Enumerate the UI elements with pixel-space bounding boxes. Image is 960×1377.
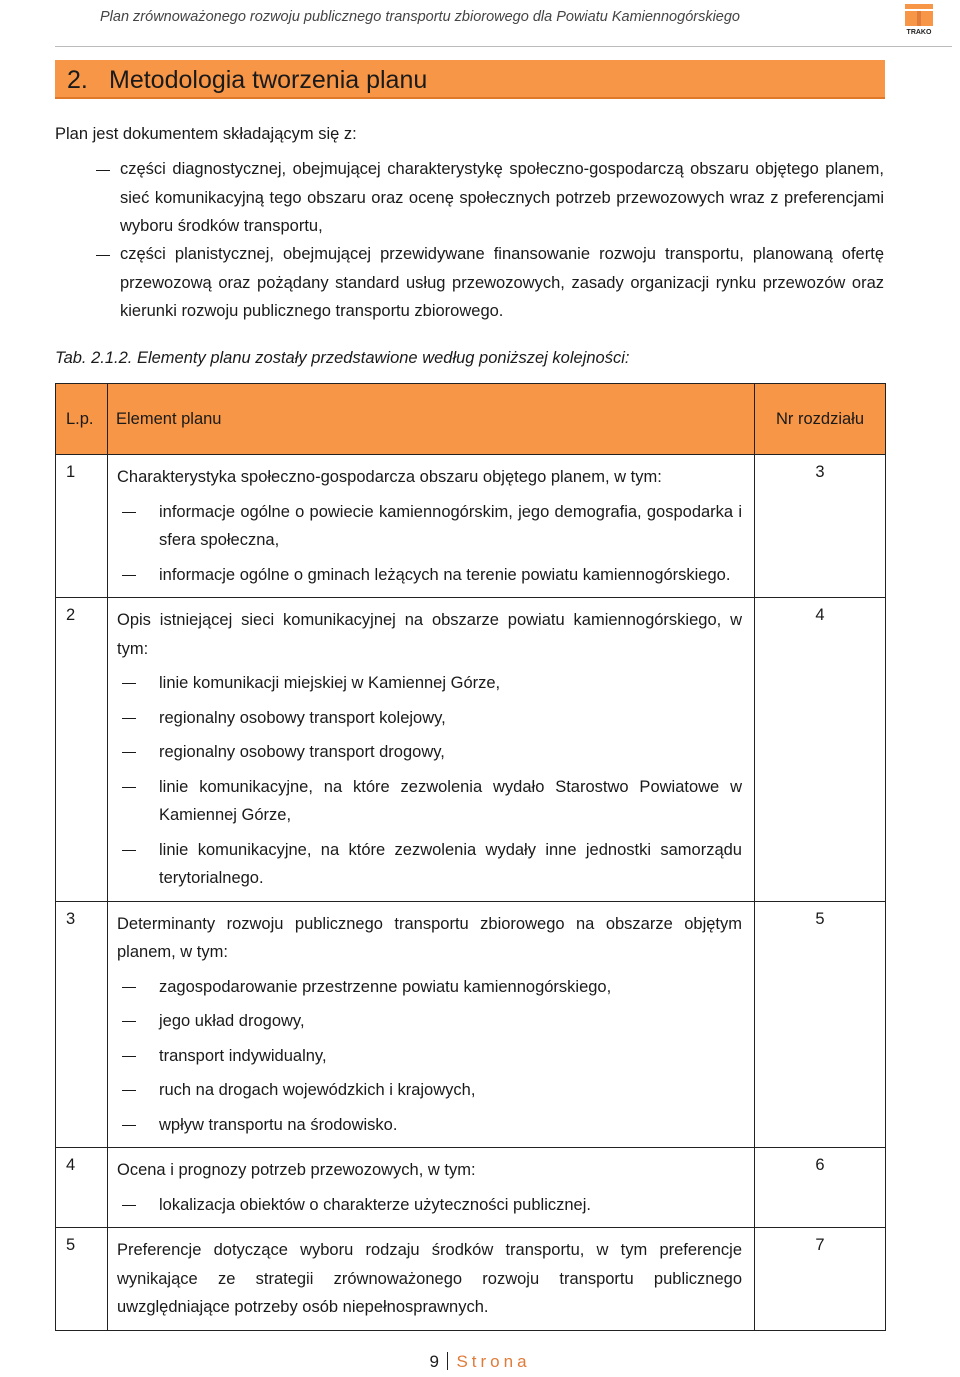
row-number: 5 [56,1228,108,1331]
list-bullet [122,512,136,513]
sub-item-text: informacje ogólne o gminach leżących na terenie powiatu kamiennogórskiego. [159,565,731,584]
list-bullet [122,752,136,753]
list-bullet [122,575,136,576]
header-nr [755,384,886,455]
row-number: 4 [56,1148,108,1228]
sub-list-item [117,836,742,893]
sub-item-text: regionalny osobowy transport kolejowy, [159,708,446,727]
intro-text: Plan jest dokumentem składającym się z: [55,125,357,143]
row-chapter-nr: 3 [755,455,886,598]
row-text: Opis istniejącej sieci komunikacyjnej na obszarze powiatu kamiennogórskiego, w tym: [117,611,742,658]
sub-list-item [117,704,742,733]
row-content [108,1228,755,1331]
intro-list-item: części planistycznej, obejmującej przewidywane finansowanie rozwoju transportu, planowaną ofertę przewozową oraz pożądany standard usług przewozowych, zasady organizacji rynku przewozów oraz kierunki rozwoju publicznego transportu zbiorowego. [120,245,884,320]
sub-list-item [117,561,742,590]
sub-item-text: lokalizacja obiektów o charakterze użyteczności publicznej. [159,1195,591,1214]
page-number: 9 [429,1352,439,1371]
row-content [108,598,755,902]
row-text: Charakterystyka społeczno-gospodarcza obszaru objętego planem, w tym: [117,468,662,486]
row-number: 3 [56,901,108,1148]
sub-list-item [117,1191,742,1220]
chapter-number: 2. [67,66,88,94]
footer-separator [447,1352,449,1370]
header-element: Element planu [108,384,755,455]
list-bullet [122,1056,136,1057]
sub-list-item [117,669,742,698]
sub-item-text: regionalny osobowy transport drogowy, [159,743,445,761]
row-text: Preferencje dotyczące wyboru rodzaju środków transportu, w tym preferencje wynikające ze strategii zrównoważonego rozwoju transportu publicznego uwzględniające potrzeby osób niepełnosprawnych. [117,1241,742,1316]
row-chapter-nr: 6 [755,1148,886,1228]
page-label: Strona [456,1352,531,1371]
sub-list-item [117,1007,742,1036]
table-caption: Tab. 2.1.2. Elementy planu zostały przedstawione według poniższej kolejności: [55,349,630,367]
table-row [56,901,886,1148]
sub-item-text: informacje ogólne o powiecie kamiennogórskim, jego demografia, gospodarka i sfera społeczna, [159,502,742,549]
table-row [56,598,886,902]
sub-list-item [117,773,742,830]
sub-list-item [117,738,742,767]
page-header [0,0,960,46]
sub-item-text: linie komunikacyjne, na które zezwolenia wydało Starostwo Powiatowe w Kamiennej Górze, [159,777,742,824]
row-number: 1 [56,455,108,598]
header-title: Plan zrównoważonego rozwoju publicznego transportu zbiorowego dla Powiatu Kamiennogórskiego [100,9,740,25]
row-number: 2 [56,598,108,902]
page-footer [0,1352,960,1372]
sub-list-item [117,1076,742,1105]
trako-logo-icon [899,2,939,42]
row-chapter-nr: 5 [755,901,886,1148]
header-divider [55,46,952,47]
sub-item-text: transport indywidualny, [159,1046,327,1065]
sub-item-text: zagospodarowanie przestrzenne powiatu kamiennogórskiego, [159,977,612,996]
list-bullet [96,170,110,171]
chapter-heading [55,60,885,99]
sub-item-text: ruch na drogach wojewódzkich i krajowych, [159,1081,476,1099]
table-row [56,1228,886,1331]
chapter-title: Metodologia tworzenia planu [109,66,428,94]
list-bullet [122,787,136,788]
header-lp: L.p. [56,384,108,455]
sub-item-text: jego układ drogowy, [159,1012,305,1030]
table-header-row [56,384,886,455]
list-bullet [122,683,136,684]
row-chapter-nr: 7 [755,1228,886,1331]
list-bullet [122,1205,136,1206]
row-text: Ocena i prognozy potrzeb przewozowych, w tym: [117,1161,476,1179]
list-bullet [96,255,110,256]
logo-text: TRAKO [906,29,932,36]
sub-item-text: linie komunikacyjne, na które zezwolenia wydały inne jednostki samorządu terytorialnego. [159,840,742,887]
sub-list-item [117,498,742,555]
table-row [56,455,886,598]
sub-item-text: linie komunikacji miejskiej w Kamiennej Górze, [159,674,501,692]
row-content [108,901,755,1148]
list-bullet [122,987,136,988]
row-chapter-nr: 4 [755,598,886,902]
sub-item-text: wpływ transportu na środowisko. [159,1115,398,1134]
list-bullet [122,1021,136,1022]
list-bullet [122,850,136,851]
row-content [108,455,755,598]
row-text: Determinanty rozwoju publicznego transportu zbiorowego na obszarze objętym planem, w tym: [117,914,742,961]
sub-list-item [117,973,742,1002]
plan-elements-table [55,383,886,1331]
list-bullet [122,1090,136,1091]
row-content [108,1148,755,1228]
sub-list-item [117,1042,742,1071]
table-row [56,1148,886,1228]
list-bullet [122,1125,136,1126]
header-nr-label: Nr rozdziału [775,410,865,428]
sub-list-item [117,1111,742,1140]
intro-list-item: części diagnostycznej, obejmującej charakterystykę społeczno-gospodarczą obszaru objętego planem, sieć komunikacyjną tego obszaru oraz ocenę społecznych potrzeb przewozowych wraz z preferencjami wyboru środków transportu, [120,160,884,235]
list-bullet [122,718,136,719]
